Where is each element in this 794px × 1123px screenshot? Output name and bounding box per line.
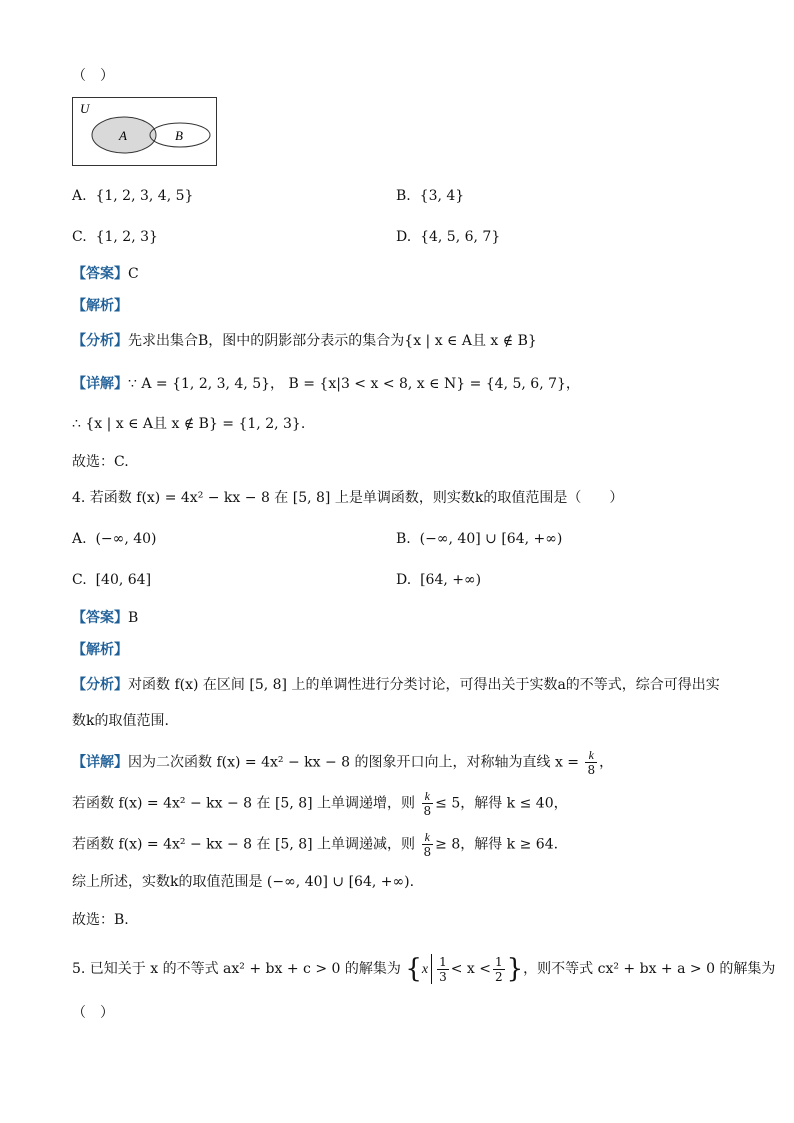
- q4-option-d: D. [64, +∞): [396, 572, 482, 588]
- q3-fenxi: 【分析】先求出集合B，图中的阴影部分表示的集合为{x | x ∈ A且 x ∉ B}: [72, 333, 537, 349]
- q3-option-a: A. {1, 2, 3, 4, 5}: [72, 188, 194, 204]
- q4-xiangjie-line1: 【详解】因为二次函数 f(x) = 4x² − kx − 8 的图象开口向上，对称轴为直线 x = $\frac{k}{8}$ ，: [72, 748, 614, 777]
- q4-jiexi: 【解析】: [72, 642, 128, 658]
- q3-answer: 【答案】C: [72, 266, 139, 282]
- venn-diagram: [72, 97, 217, 166]
- set-a-label: A: [119, 128, 127, 143]
- q4-option-a: A. (−∞, 40): [72, 531, 157, 547]
- q4-stem: 4. 若函数 f(x) = 4x² − kx − 8 在 [5, 8] 上是单调函数，则实数k的取值范围是（ ）: [72, 490, 624, 506]
- q3-option-d: D. {4, 5, 6, 7}: [396, 229, 501, 245]
- universe-label: U: [80, 101, 90, 116]
- q4-answer: 【答案】B: [72, 610, 139, 626]
- q3-tail: （ ）: [72, 68, 114, 84]
- q3-conclusion: ∴ {x | x ∈ A且 x ∉ B} = {1, 2, 3}.: [72, 416, 306, 432]
- q4-option-b: B. (−∞, 40] ∪ [64, +∞): [396, 531, 563, 547]
- axis-fraction: $\frac{k}{8}$: [587, 748, 596, 777]
- q4-fenxi-line1: 【分析】对函数 f(x) 在区间 [5, 8] 上的单调性进行分类讨论，可得出关于实数a的不等式，综合可得出实: [72, 677, 720, 693]
- q4-xiangjie-line2: 若函数 f(x) = 4x² − kx − 8 在 [5, 8] 上单调递增，则 $\frac{k}{8}$ ≤ 5，解得 k ≤ 40，: [72, 789, 568, 818]
- q3-option-c: C. {1, 2, 3}: [72, 229, 158, 245]
- q3-guxuan: 故选：C.: [72, 454, 129, 470]
- set-b-label: B: [175, 128, 183, 143]
- q4-guxuan: 故选：B.: [72, 912, 129, 928]
- q4-xiangjie-line3: 若函数 f(x) = 4x² − kx − 8 在 [5, 8] 上单调递减，则 $\frac{k}{8}$ ≥ 8，解得 k ≥ 64.: [72, 830, 559, 859]
- q3-xiangjie: 【详解】∵ A = {1, 2, 3, 4, 5}， B = {x|3 < x < 8, x ∈ N} = {4, 5, 6, 7}，: [72, 376, 580, 392]
- q4-fenxi-line2: 数k的取值范围.: [72, 713, 169, 729]
- q4-zongshang: 综上所述，实数k的取值范围是 (−∞, 40] ∪ [64, +∞).: [72, 874, 415, 890]
- q3-option-b: B. {3, 4}: [396, 188, 465, 204]
- q5-stem: 5. 已知关于 x 的不等式 ax² + bx + c > 0 的解集为 {x $\frac{1}{3}$ < x < $\frac{1}{2}$ }，则不等式 cx² + bx + a > 0 的解集为: [72, 954, 776, 984]
- q3-jiexi: 【解析】: [72, 298, 128, 314]
- q5-tail: （ ）: [72, 1005, 114, 1021]
- q4-option-c: C. [40, 64]: [72, 572, 152, 588]
